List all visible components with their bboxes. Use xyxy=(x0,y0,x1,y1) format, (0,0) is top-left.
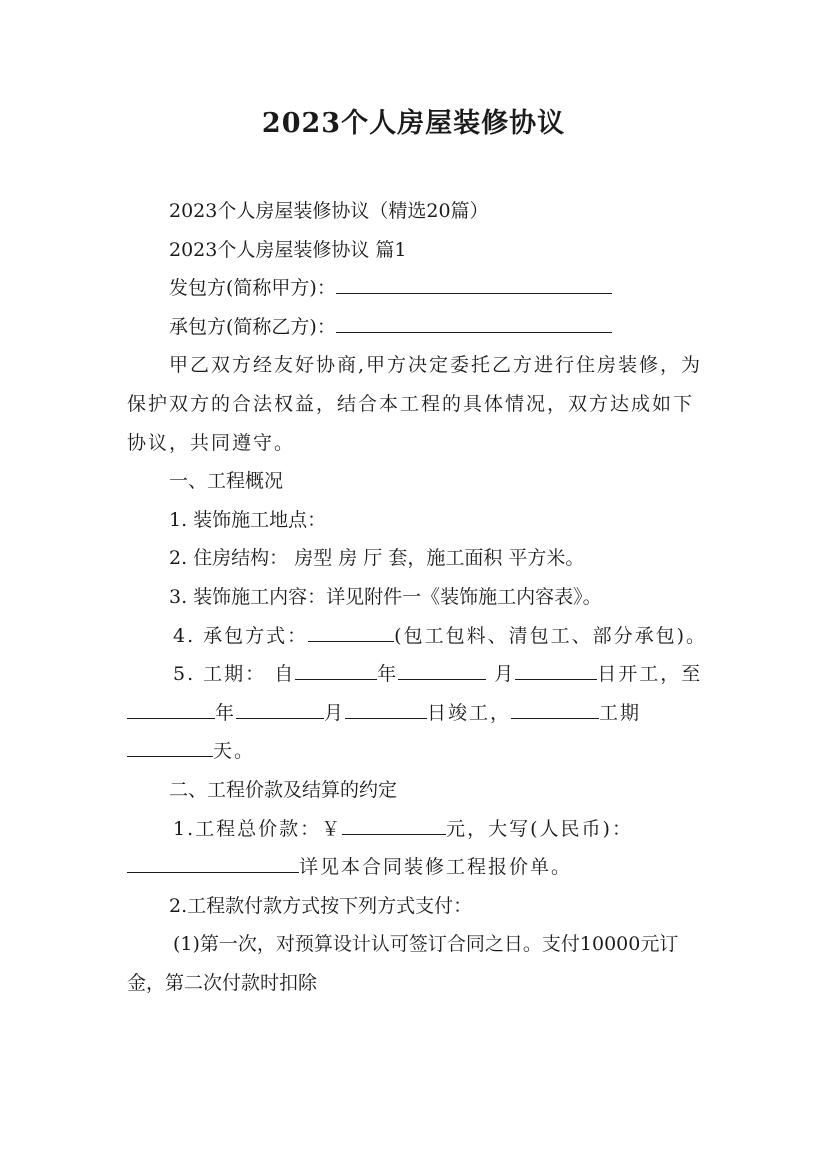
total-price-blank xyxy=(342,814,446,835)
party-b-label: 承包方(简称乙方)： xyxy=(169,315,336,338)
subtitle-line: 2023个人房屋装修协议（精选20篇） xyxy=(169,200,489,222)
duration-days-blank xyxy=(127,736,213,757)
item-construction-content: 3. 装饰施工内容：详见附件一《装饰施工内容表》。 xyxy=(169,585,602,608)
start-day-blank xyxy=(515,659,597,680)
uppercase-amount-blank xyxy=(127,852,299,873)
party-b-blank xyxy=(336,312,612,333)
party-a-blank xyxy=(336,273,612,294)
schedule-start-to: 日开工，至 xyxy=(597,663,703,686)
total-price-reference: 详见本合同装修工程报价单。 xyxy=(299,856,573,879)
contract-mode-options: (包工包料、清包工、部分承包)。 xyxy=(394,624,707,647)
schedule-completion: 日竣工， xyxy=(427,701,512,724)
schedule-year-1: 年 xyxy=(377,663,399,686)
contract-mode-label: 4. 承包方式： xyxy=(173,624,309,647)
schedule-duration-label: 工期 xyxy=(599,701,642,724)
item-contract-mode xyxy=(127,617,707,656)
party-a-label: 发包方(简称甲方)： xyxy=(169,277,336,300)
item-first-payment: (1)第一次，对预算设计认可签订合同之日。支付10000元订金，第二次付款时扣除 xyxy=(127,933,679,994)
party-a-line xyxy=(127,269,707,308)
preamble-paragraph: 甲乙双方经友好协商,甲方决定委托乙方进行住房装修，为保护双方的合法权益，结合本工程的具体情况，双方达成如下协议，共同遵守。 xyxy=(127,354,703,454)
heading-price-settlement: 二、工程价款及结算的约定 xyxy=(169,778,398,801)
item-schedule xyxy=(127,655,707,771)
document-body xyxy=(127,192,707,1002)
heading-project-overview: 一、工程概况 xyxy=(169,470,284,493)
schedule-from: 5. 工期： 自 xyxy=(173,663,296,686)
contract-mode-blank xyxy=(308,621,394,642)
schedule-days: 天。 xyxy=(213,740,256,763)
item-total-price xyxy=(127,810,707,887)
schedule-year-2: 年 xyxy=(215,701,237,724)
item-payment-method: 2.工程款付款方式按下列方式支付： xyxy=(169,894,473,917)
party-b-line xyxy=(127,308,707,347)
start-year-blank xyxy=(295,659,377,680)
total-price-label: 1.工程总价款：￥ xyxy=(173,817,343,840)
schedule-month-2: 月 xyxy=(324,701,346,724)
duration-label-blank xyxy=(511,698,599,719)
end-month-blank xyxy=(236,698,324,719)
document-title: 2023个人房屋装修协议 xyxy=(261,108,566,139)
schedule-month-1: 月 xyxy=(486,663,516,686)
start-month-blank xyxy=(398,659,486,680)
end-day-blank xyxy=(345,698,427,719)
section-heading-1: 2023个人房屋装修协议 篇1 xyxy=(169,238,407,261)
item-housing-structure: 2. 住房结构： 房型 房 厅 套，施工面积 平方米。 xyxy=(169,547,585,570)
item-construction-site: 1. 装饰施工地点： xyxy=(169,508,327,531)
total-price-uppercase-label: 元，大写(人民币)： xyxy=(446,817,633,840)
end-year-blank xyxy=(127,698,215,719)
